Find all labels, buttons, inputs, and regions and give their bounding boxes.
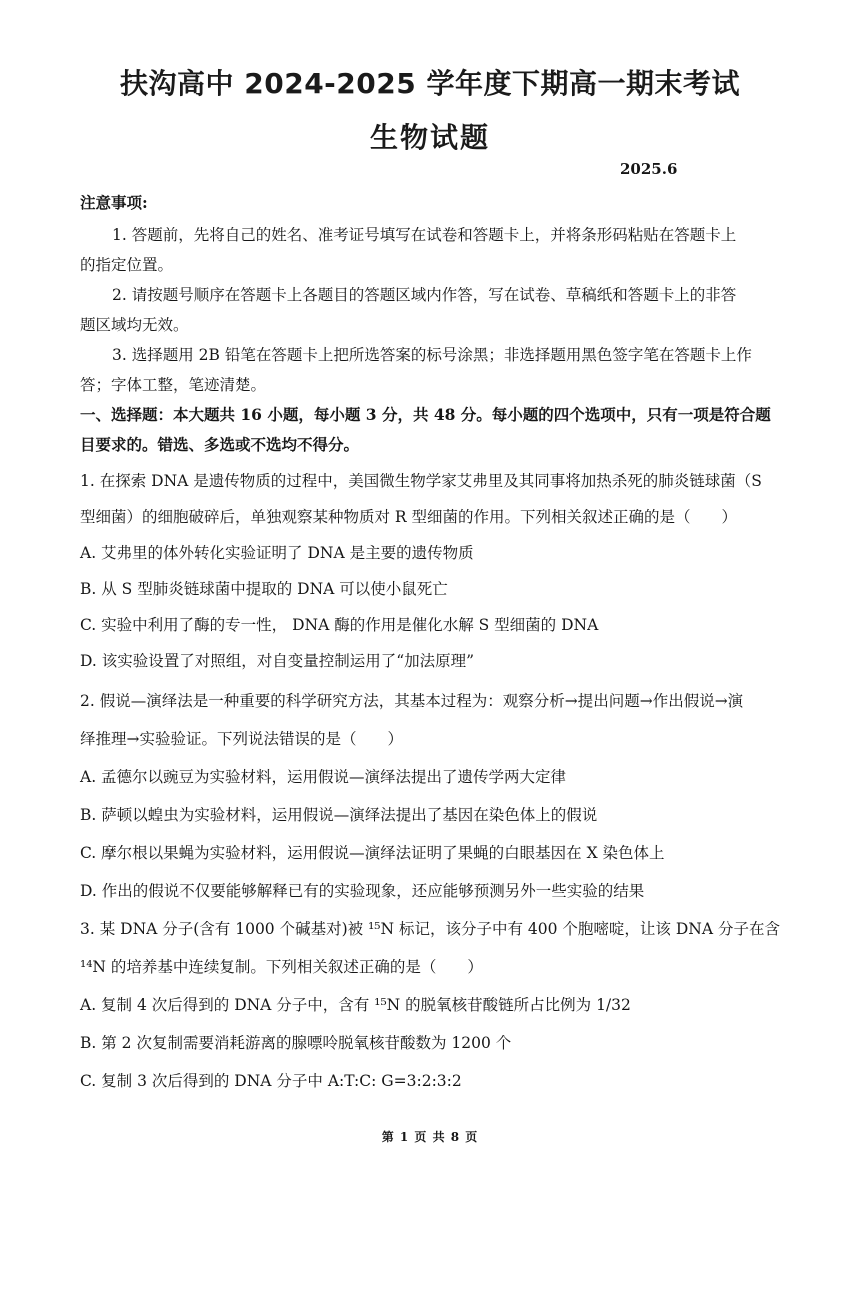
section-heading-line-2: 目要求的。错选、多选或不选均不得分。 bbox=[80, 435, 360, 454]
section-heading-line-1: 一、选择题：本大题共 16 小题，每小题 3 分，共 48 分。每小题的四个选项中，只有一项是符合题 bbox=[80, 405, 771, 424]
question-1-option-b: B. 从 S 型肺炎链球菌中提取的 DNA 可以使小鼠死亡 bbox=[80, 580, 448, 598]
notice-heading: 注意事项: bbox=[80, 193, 148, 212]
notice-item-2-line-1: 2. 请按题号顺序在答题卡上各题目的答题区域内作答，写在试卷、草稿纸和答题卡上的非答 bbox=[112, 286, 737, 304]
notice-item-3-line-1: 3. 选择题用 2B 铅笔在答题卡上把所选答案的标号涂黑；非选择题用黑色签字笔在答题卡上作 bbox=[112, 346, 752, 364]
question-3-option-c: C. 复制 3 次后得到的 DNA 分子中 A:T:C: G=3:2:3:2 bbox=[80, 1072, 462, 1090]
question-1-option-c: C. 实验中利用了酶的专一性， DNA 酶的作用是催化水解 S 型细菌的 DNA bbox=[80, 616, 599, 634]
notice-item-1-line-2: 的指定位置。 bbox=[80, 256, 174, 274]
notice-item-1-line-1: 1. 答题前，先将自己的姓名、准考证号填写在试卷和答题卡上，并将条形码粘贴在答题卡上 bbox=[112, 226, 737, 244]
question-1-option-d: D. 该实验设置了对照组，对自变量控制运用了“加法原理” bbox=[80, 652, 475, 670]
exam-title: 扶沟高中 2024-2025 学年度下期高一期末考试 bbox=[120, 67, 740, 100]
question-3-stem-line-1: 3. 某 DNA 分子(含有 1000 个碱基对)被 ¹⁵N 标记，该分子中有 400 个胞嘧啶，让该 DNA 分子在含 bbox=[80, 920, 780, 938]
exam-subtitle: 生物试题 bbox=[369, 121, 490, 154]
question-3-stem-line-2: ¹⁴N 的培养基中连续复制。下列相关叙述正确的是（ ） bbox=[80, 958, 483, 976]
question-2-option-d: D. 作出的假说不仅要能够解释已有的实验现象，还应能够预测另外一些实验的结果 bbox=[80, 882, 645, 900]
question-2-option-a: A. 孟德尔以豌豆为实验材料，运用假说—演绎法提出了遗传学两大定律 bbox=[80, 768, 567, 786]
question-2-stem-line-2: 绎推理→实验验证。下列说法错误的是（ ） bbox=[80, 730, 403, 748]
notice-item-3-line-2: 答；字体工整，笔迹清楚。 bbox=[80, 376, 267, 394]
exam-date: 2025.6 bbox=[620, 160, 678, 178]
question-1-option-a: A. 艾弗里的体外转化实验证明了 DNA 是主要的遗传物质 bbox=[80, 544, 474, 562]
question-3-option-b: B. 第 2 次复制需要消耗游离的腺嘌呤脱氧核苷酸数为 1200 个 bbox=[80, 1034, 512, 1052]
question-3-option-a: A. 复制 4 次后得到的 DNA 分子中，含有 ¹⁵N 的脱氧核苷酸链所占比例为 1/32 bbox=[80, 996, 631, 1014]
question-1-stem-line-1: 1. 在探索 DNA 是遗传物质的过程中，美国微生物学家艾弗里及其同事将加热杀死的肺炎链球菌（S bbox=[80, 472, 762, 490]
question-2-option-c: C. 摩尔根以果蝇为实验材料，运用假说—演绎法证明了果蝇的白眼基因在 X 染色体上 bbox=[80, 844, 665, 862]
question-1-stem-line-2: 型细菌）的细胞破碎后，单独观察某种物质对 R 型细菌的作用。下列相关叙述正确的是（ ） bbox=[80, 508, 738, 526]
notice-item-2-line-2: 题区域均无效。 bbox=[80, 316, 189, 334]
question-2-stem-line-1: 2. 假说—演绎法是一种重要的科学研究方法，其基本过程为：观察分析→提出问题→作出假说→演 bbox=[80, 692, 744, 710]
question-2-option-b: B. 萨顿以蝗虫为实验材料，运用假说—演绎法提出了基因在染色体上的假说 bbox=[80, 806, 598, 824]
page-number: 第 1 页 共 8 页 bbox=[381, 1130, 479, 1144]
